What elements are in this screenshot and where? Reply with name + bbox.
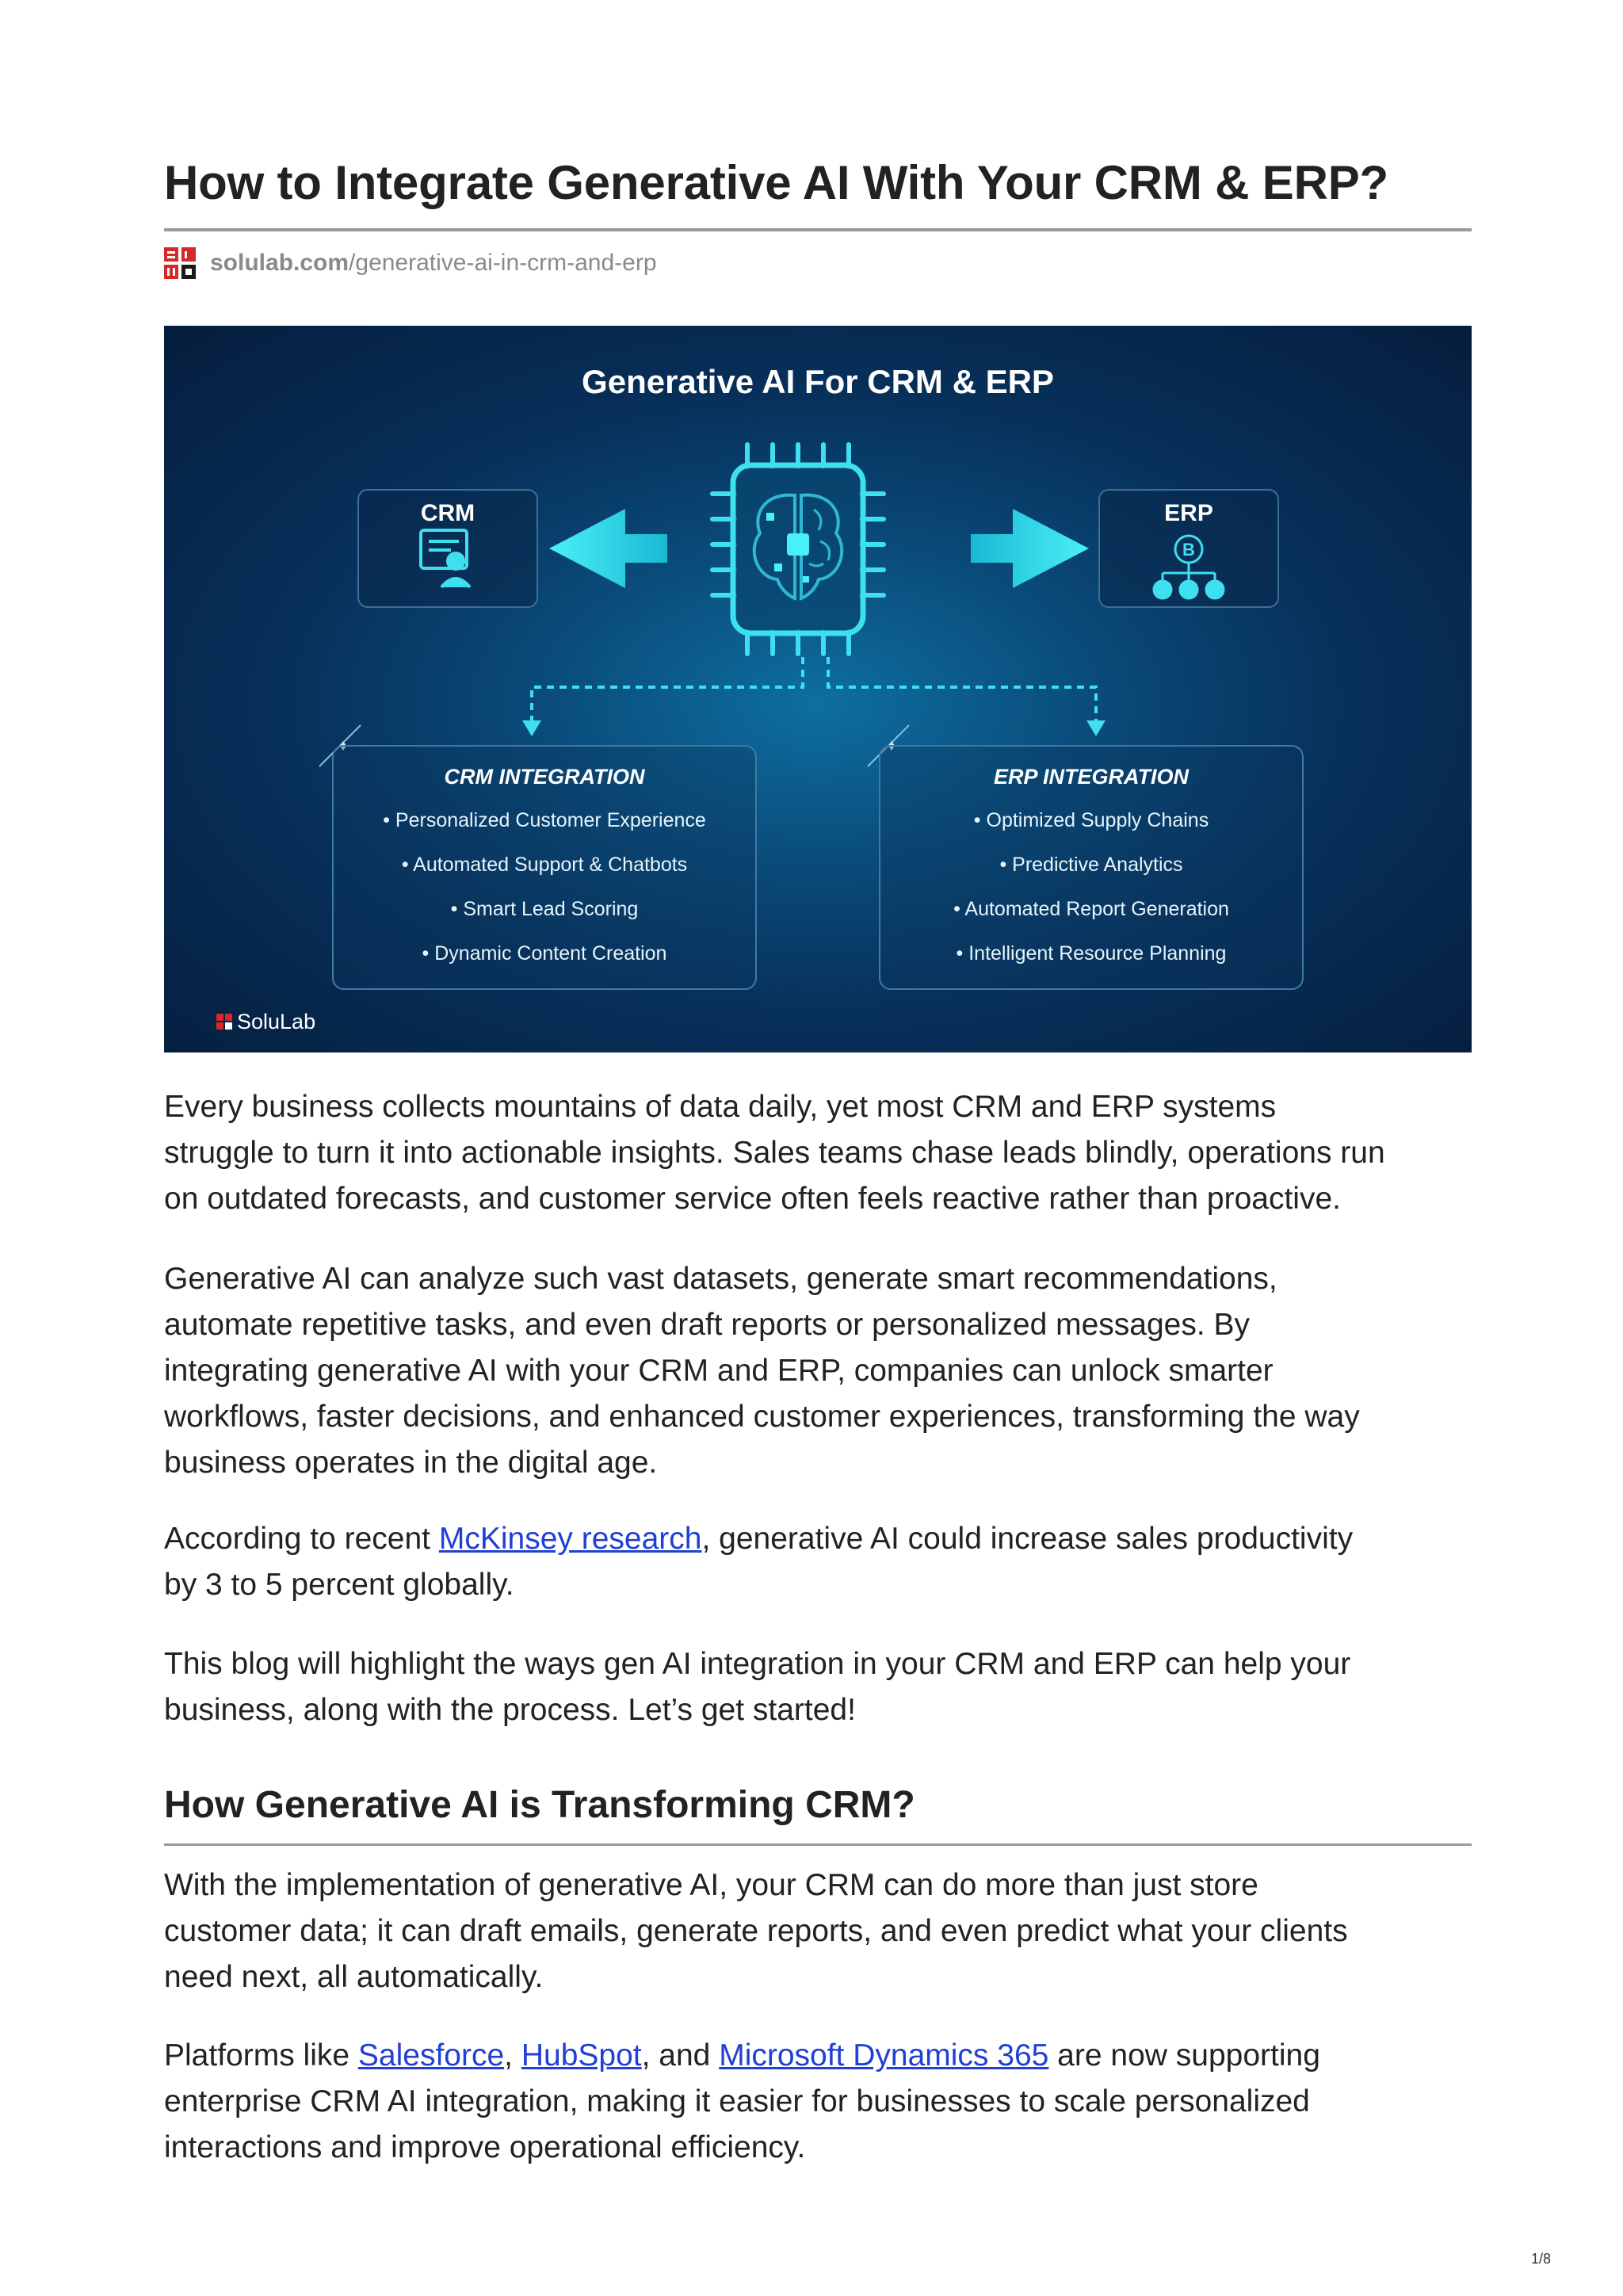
solulab-brand [216,1010,315,1033]
paragraph-platforms: Platforms like Salesforce, HubSpot, and Microsoft Dynamics 365 are now supporting enterprise CRM AI integration, making it easier for businesses to scale personalized interactions and improve operational efficiency. [164,2038,1320,2164]
crm-label: CRM [420,500,475,526]
erp-item: • Intelligent Resource Planning [956,942,1227,965]
page-title: How to Integrate Generative AI With Your CRM & ERP? [164,156,1388,209]
crm-item: • Automated Support & Chatbots [401,854,688,876]
section-heading: How Generative AI is Transforming CRM? [164,1784,915,1826]
source-url[interactable] [210,250,657,277]
erp-item: • Optimized Supply Chains [973,809,1209,831]
hero-infographic [164,326,1472,1052]
paragraph-intro: Every business collects mountains of data daily, yet most CRM and ERP systems struggle to turn it into actionable insights. Sales teams chase leads blindly, operations run on outdated forecasts, and customer service often feels reactive rather than proactive. [164,1090,1385,1216]
brand-name: SoluLab [237,1010,316,1033]
mckinsey-research-link[interactable]: McKinsey research [438,1522,702,1556]
crm-item: • Smart Lead Scoring [450,898,639,920]
section-divider [164,1843,1472,1846]
hero-graphic [164,326,1472,1052]
salesforce-link[interactable]: Salesforce [357,2038,505,2073]
source-line [164,246,657,281]
ai-chip-brain-icon [712,445,884,654]
erp-item: • Automated Report Generation [953,898,1229,920]
paragraph-blog: This blog will highlight the ways gen AI integration in your CRM and ERP can help your business, along with the process. Let’s get started! [164,1647,1351,1727]
source-path: /generative-ai-in-crm-and-erp [349,250,657,276]
solulab-logo-icon [164,247,196,279]
paragraph-genai: Generative AI can analyze such vast datasets, generate smart recommendations, automate repetitive tasks, and even draft reports or personalized messages. By integrating generative AI with your CRM and ERP, companies can unlock smarter workflows, faster decisions, and enhanced customer experiences, transforming the way business operates in the digital age. [164,1262,1360,1480]
hubspot-link[interactable]: HubSpot [521,2038,642,2073]
crm-integration-title: CRM INTEGRATION [444,765,645,789]
erp-label: ERP [1164,500,1213,526]
arrow-left-icon [549,509,667,588]
microsoft-dynamics-link[interactable]: Microsoft Dynamics 365 [719,2038,1049,2073]
page-number: 1/8 [1531,2251,1552,2267]
arrow-right-icon [971,509,1089,588]
title-divider [164,228,1472,231]
source-domain: solulab.com [210,250,349,276]
erp-integration-title: ERP INTEGRATION [993,765,1190,789]
svg-text:B: B [1182,540,1195,560]
paragraph-mckinsey: According to recent McKinsey research, generative AI could increase sales productivity by 3 to 5 percent globally. [164,1522,1354,1602]
paragraph-crm-implementation: With the implementation of generative AI, your CRM can do more than just store customer data; it can draft emails, generate reports, and even predict what your clients need next, all automatically. [164,1868,1348,1994]
erp-item: • Predictive Analytics [999,854,1183,876]
hero-heading: Generative AI For CRM & ERP [582,363,1054,400]
crm-item: • Personalized Customer Experience [383,809,706,831]
crm-item: • Dynamic Content Creation [422,942,667,965]
